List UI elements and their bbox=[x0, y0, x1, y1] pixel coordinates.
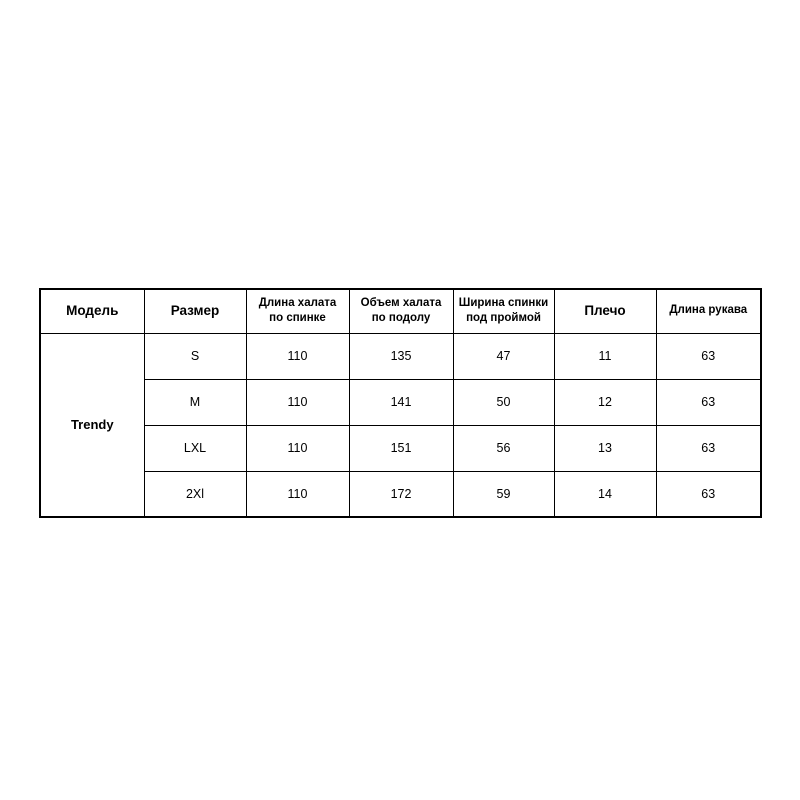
header-hem-volume: Объем халата по подолу bbox=[349, 289, 453, 333]
hem-volume-cell: 172 bbox=[349, 471, 453, 517]
back-length-cell: 110 bbox=[246, 425, 349, 471]
table-row bbox=[40, 425, 761, 471]
sleeve-length-cell: 63 bbox=[656, 425, 761, 471]
shoulder-cell: 14 bbox=[554, 471, 656, 517]
model-name-cell: Trendy bbox=[40, 333, 144, 517]
back-length-cell: 110 bbox=[246, 379, 349, 425]
header-shoulder: Плечо bbox=[554, 289, 656, 333]
back-width-cell: 59 bbox=[453, 471, 554, 517]
shoulder-cell: 11 bbox=[554, 333, 656, 379]
shoulder-cell: 13 bbox=[554, 425, 656, 471]
table-row bbox=[40, 379, 761, 425]
header-back-length: Длина халата по спинке bbox=[246, 289, 349, 333]
sleeve-length-cell: 63 bbox=[656, 333, 761, 379]
header-size: Размер bbox=[144, 289, 246, 333]
sleeve-length-cell: 63 bbox=[656, 379, 761, 425]
table-header-row bbox=[40, 289, 761, 333]
back-length-cell: 110 bbox=[246, 333, 349, 379]
hem-volume-cell: 135 bbox=[349, 333, 453, 379]
hem-volume-cell: 151 bbox=[349, 425, 453, 471]
header-back-width: Ширина спинки под проймой bbox=[453, 289, 554, 333]
back-width-cell: 50 bbox=[453, 379, 554, 425]
size-cell: S bbox=[144, 333, 246, 379]
back-length-cell: 110 bbox=[246, 471, 349, 517]
size-cell: 2Xl bbox=[144, 471, 246, 517]
header-model: Модель bbox=[40, 289, 144, 333]
back-width-cell: 56 bbox=[453, 425, 554, 471]
table-row bbox=[40, 471, 761, 517]
back-width-cell: 47 bbox=[453, 333, 554, 379]
size-cell: LXL bbox=[144, 425, 246, 471]
sleeve-length-cell: 63 bbox=[656, 471, 761, 517]
header-sleeve-length: Длина рукава bbox=[656, 289, 761, 333]
shoulder-cell: 12 bbox=[554, 379, 656, 425]
table-row bbox=[40, 333, 761, 379]
size-cell: M bbox=[144, 379, 246, 425]
hem-volume-cell: 141 bbox=[349, 379, 453, 425]
size-chart-table bbox=[39, 288, 762, 518]
